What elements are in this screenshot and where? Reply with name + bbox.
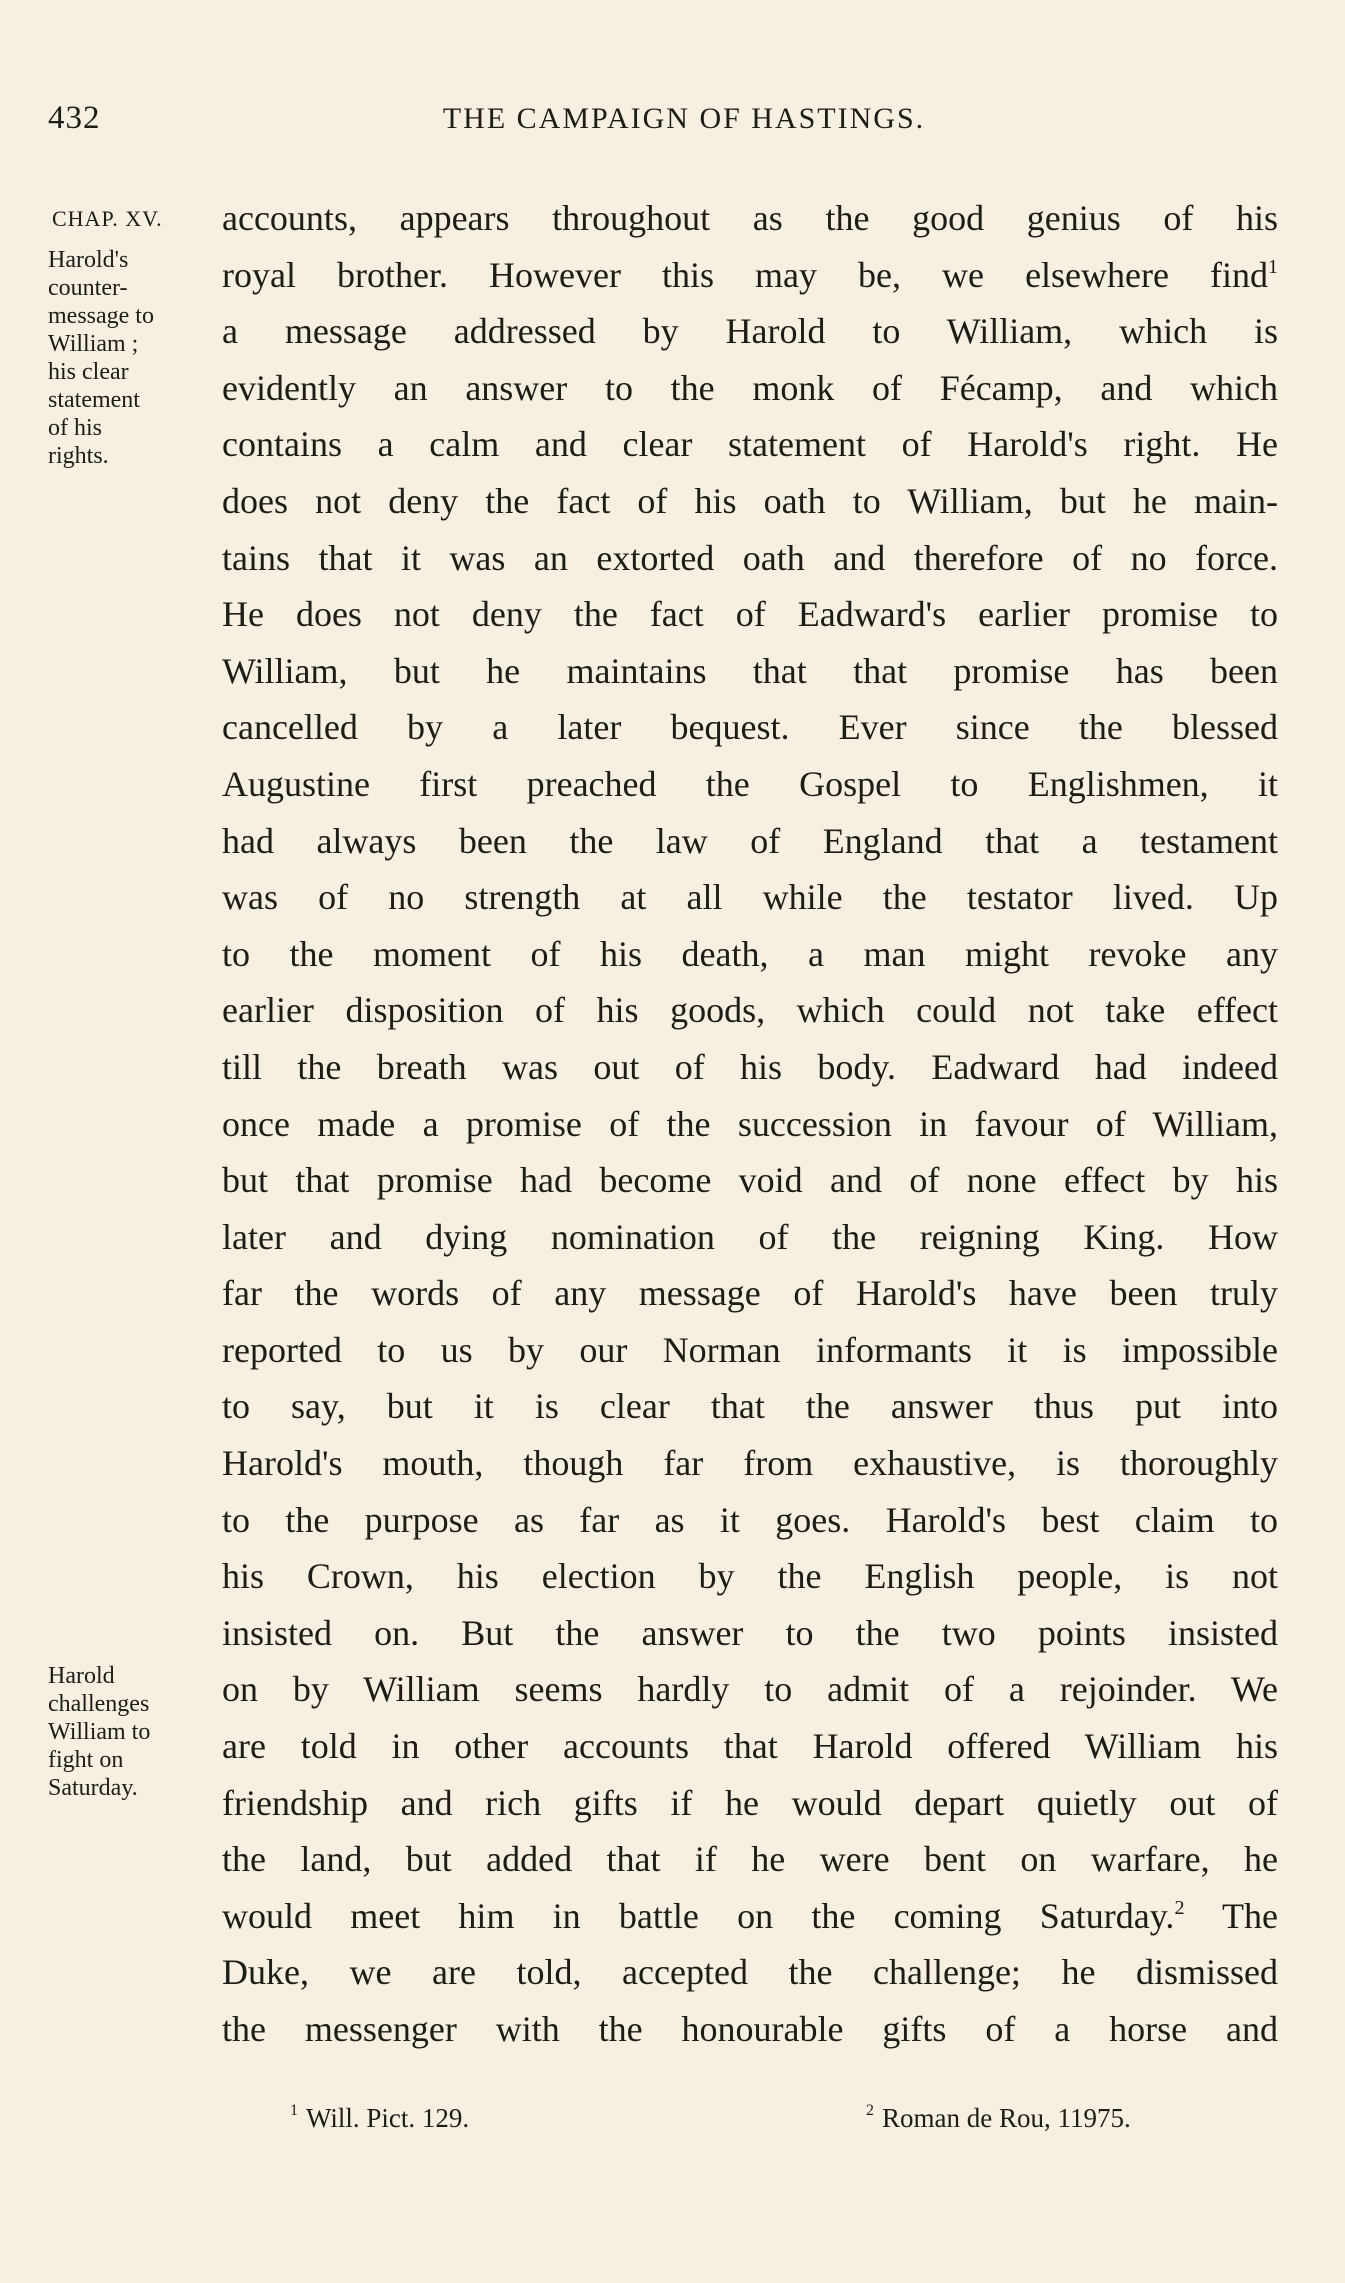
text-line	[222, 1888, 1278, 1945]
text-line: contains a calm and clear statement of Harold's right. He	[222, 424, 1278, 465]
text-line: reported to us by our Norman informants it is impossible	[222, 1329, 1278, 1370]
footnote-ref-2[interactable]: 2	[1174, 1896, 1185, 1919]
margin-note-counter-message	[48, 246, 223, 470]
text-line: cancelled by a later bequest. Ever since the blessed	[222, 707, 1278, 748]
footnotes	[0, 2102, 1345, 2142]
footnote-text: Roman de Rou, 11975.	[882, 2103, 1131, 2133]
text-line: till the breath was out of his body. Eadward had indeed	[222, 1046, 1278, 1087]
text-line: evidently an answer to the monk of Fécamp, and which	[222, 367, 1278, 408]
margin-note-line: Saturday.	[48, 1775, 138, 1801]
text-line: He does not deny the fact of Eadward's earlier promise to	[222, 594, 1278, 635]
text-line: the land, but added that if he were bent on warfare, he	[222, 1839, 1278, 1880]
footnote-mark: 1	[290, 2102, 298, 2119]
margin-note-line: William to	[48, 1719, 151, 1745]
chapter-label: CHAP. XV.	[52, 206, 163, 231]
margin-note-line: rights.	[48, 443, 109, 469]
margin-note-line: Harold	[48, 1663, 115, 1689]
footnote-text: Will. Pict. 129.	[306, 2103, 470, 2133]
text-line: on by William seems hardly to admit of a rejoinder. We	[222, 1669, 1278, 1710]
margin-note-line: of his	[48, 415, 102, 441]
text-line: are told in other accounts that Harold offered William his	[222, 1726, 1278, 1767]
text-line	[222, 247, 1278, 304]
margin-note-line: his clear	[48, 359, 129, 385]
footnote-1	[290, 2102, 469, 2134]
margin-note-line: counter-	[48, 275, 128, 301]
text-line: accounts, appears throughout as the good genius of his	[222, 198, 1278, 238]
text-line: his Crown, his election by the English people, is not	[222, 1556, 1278, 1597]
text-line: earlier disposition of his goods, which could not take effect	[222, 990, 1278, 1031]
text-line: Augustine first preached the Gospel to Englishmen, it	[222, 763, 1278, 804]
running-title: THE CAMPAIGN OF HASTINGS.	[442, 102, 926, 135]
text-line-tail: The	[1222, 1895, 1278, 1936]
text-line: but that promise had become void and of none effect by his	[222, 1160, 1278, 1201]
footnote-2	[866, 2102, 1131, 2134]
footnote-mark: 2	[866, 2102, 874, 2119]
text-line: to the purpose as far as it goes. Harold's best claim to	[222, 1499, 1278, 1540]
page-number: 432	[48, 100, 101, 136]
running-head	[48, 100, 1280, 150]
text-line: to the moment of his death, a man might revoke any	[222, 933, 1278, 974]
text-line: had always been the law of England that a testament	[222, 820, 1278, 861]
text-line: William, but he maintains that that promise has been	[222, 650, 1278, 691]
text-line: to say, but it is clear that the answer thus put into	[222, 1386, 1278, 1427]
text-line: Duke, we are told, accepted the challenge; he dismissed	[222, 1952, 1278, 1993]
text-line: Harold's mouth, though far from exhaustive, is thoroughly	[222, 1443, 1278, 1484]
text-line: tains that it was an extorted oath and therefore of no force.	[222, 537, 1278, 578]
text-line-content: would meet him in battle on the coming Saturday.	[222, 1895, 1175, 1936]
margin-note-line: message to	[48, 303, 154, 329]
margin-note-line: Harold's	[48, 247, 129, 273]
margin-note-challenge	[48, 1662, 223, 1802]
text-line: the messenger with the honourable gifts of a horse and	[222, 2009, 1278, 2049]
body-text	[222, 190, 1278, 2058]
text-line: friendship and rich gifts if he would depart quietly out of	[222, 1782, 1278, 1823]
text-line: does not deny the fact of his oath to William, but he main-	[222, 480, 1278, 521]
margin-note-line: William ;	[48, 331, 139, 357]
footnote-ref-1[interactable]: 1	[1268, 255, 1278, 278]
text-line: insisted on. But the answer to the two points insisted	[222, 1612, 1278, 1653]
margin-note-line: statement	[48, 387, 140, 413]
text-line: once made a promise of the succession in favour of William,	[222, 1103, 1278, 1144]
text-line: later and dying nomination of the reigning King. How	[222, 1216, 1278, 1257]
margin-note-line: fight on	[48, 1747, 124, 1773]
text-line: a message addressed by Harold to William, which is	[222, 311, 1278, 352]
margin-note-line: challenges	[48, 1691, 150, 1717]
text-line: was of no strength at all while the testator lived. Up	[222, 877, 1278, 918]
text-line-content: royal brother. However this may be, we elsewhere find	[222, 254, 1268, 295]
text-line: far the words of any message of Harold's have been truly	[222, 1273, 1278, 1314]
